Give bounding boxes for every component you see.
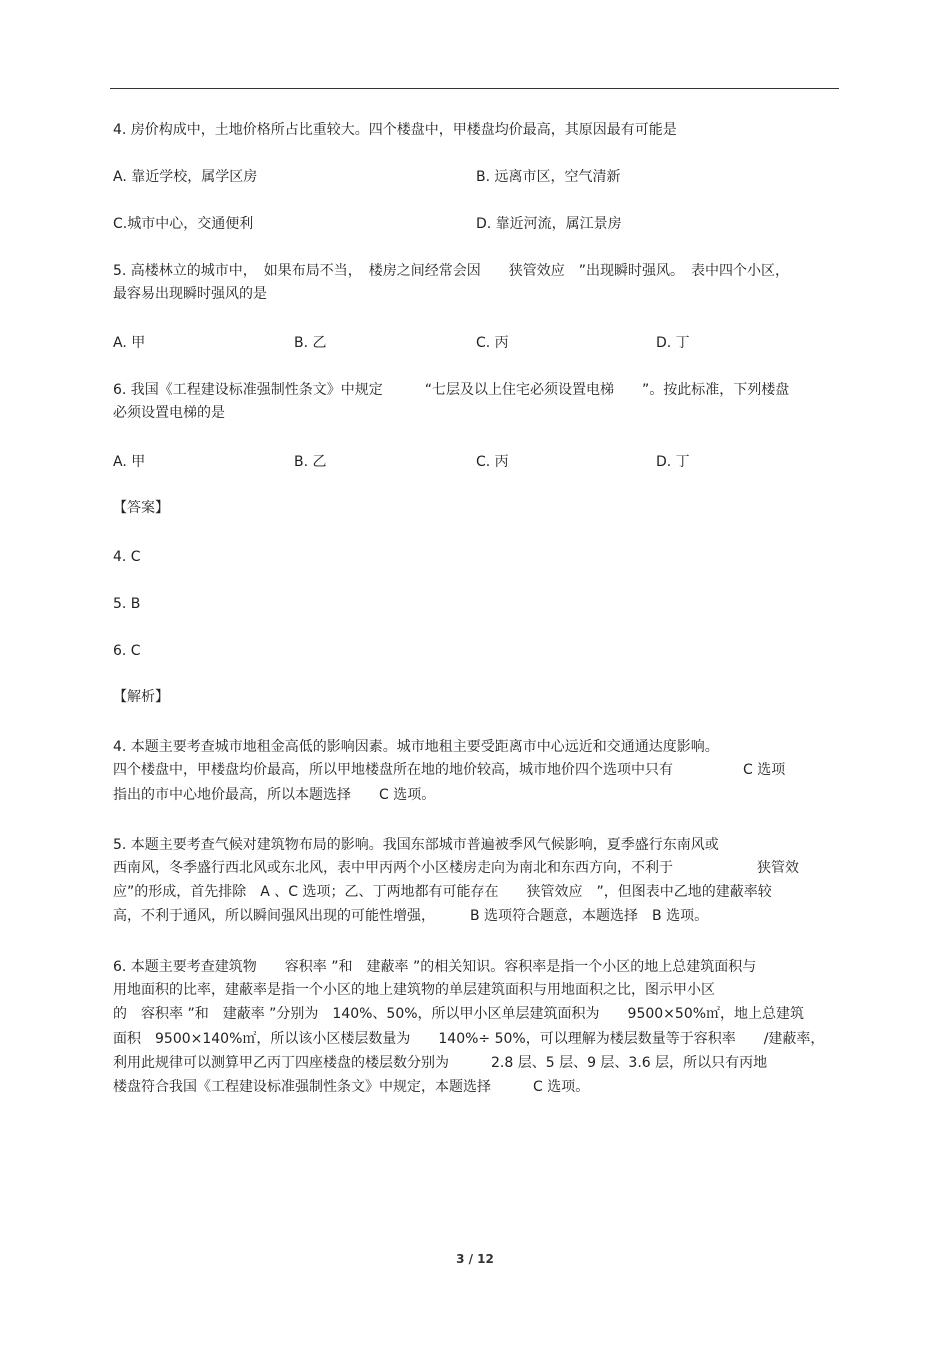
q5-option-d: D. 丁: [656, 335, 690, 351]
q4-stem: 4. 房价构成中，土地价格所占比重较大。四个楼盘中，甲楼盘均价最高，其原因最有可能是: [113, 122, 677, 138]
analysis-p4-line1: 4. 本题主要考查城市地租金高低的影响因素。城市地租主要受距离市中心远近和交通通达度影响。: [113, 739, 719, 755]
q5-stem-line1: 5. 高楼林立的城市中， 如果布局不当， 楼房之间经常会因 狭管效应 ”出现瞬时强风。 表中四个小区，: [113, 263, 790, 279]
answer-item-5: 5. B: [113, 596, 141, 612]
q5-option-a: A. 甲: [113, 335, 146, 351]
answer-item-4: 4. C: [113, 549, 141, 565]
answer-heading: 【答案】: [113, 500, 169, 516]
analysis-p6-line6: 楼盘符合我国《工程建设标准强制性条文》中规定，本题选择 C 选项。: [113, 1079, 590, 1095]
q4-option-c: C.城市中心，交通便利: [113, 216, 254, 232]
q4-option-b: B. 远离市区，空气清新: [476, 169, 621, 185]
analysis-p6-line4: 面积 9500×140%㎡，所以该小区楼层数量为 140%÷ 50%，可以理解为楼层数量等于容积率 /建蔽率，: [113, 1031, 825, 1047]
analysis-p6-line2: 用地面积的比率，建蔽率是指一个小区的地上建筑物的单层建筑面积与用地面积之比，图示甲小区: [113, 982, 715, 998]
q4-option-d: D. 靠近河流，属江景房: [476, 216, 622, 232]
header-rule: [110, 88, 839, 89]
analysis-p5-line2: 西南风，冬季盛行西北风或东北风，表中甲丙两个小区楼房走向为南北和东西方向，不利于 狭管效: [113, 860, 799, 876]
answer-item-6: 6. C: [113, 643, 141, 659]
analysis-heading: 【解析】: [113, 689, 169, 705]
analysis-p5-line4: 高，不利于通风，所以瞬间强风出现的可能性增强， B 选项符合题意，本题选择 B 选项。: [113, 908, 709, 924]
analysis-p4-line2: 四个楼盘中，甲楼盘均价最高，所以甲地楼盘所在地的地价较高，城市地价四个选项中只有 C 选项: [113, 762, 786, 778]
q6-stem-line1: 6. 我国《工程建设标准强制性条文》中规定 “七层及以上住宅必须设置电梯 ”。按此标准，下列楼盘: [113, 382, 790, 398]
q6-option-c: C. 丙: [476, 454, 509, 470]
q4-option-a: A. 靠近学校，属学区房: [113, 169, 258, 185]
analysis-p6-line3: 的 容积率 ”和 建蔽率 ”分别为 140%、50%，所以甲小区单层建筑面积为 9500×50%㎡，地上总建筑: [113, 1006, 805, 1022]
q5-option-b: B. 乙: [294, 335, 327, 351]
q6-option-b: B. 乙: [294, 454, 327, 470]
page-number: 3 / 12: [456, 1252, 494, 1266]
analysis-p5-line3: 应”的形成，首先排除 A 、C 选项；乙、丁两地都有可能存在 狭管效应 ”，但图表中乙地的建蔽率较: [113, 884, 772, 900]
analysis-p6-line1: 6. 本题主要考查建筑物 容积率 ”和 建蔽率 ”的相关知识。容积率是指一个小区的地上总建筑面积与: [113, 959, 757, 975]
analysis-p4-line3: 指出的市中心地价最高，所以本题选择 C 选项。: [113, 787, 436, 803]
analysis-p5-line1: 5. 本题主要考查气候对建筑物布局的影响。我国东部城市普遍被季风气候影响，夏季盛行东南风或: [113, 837, 719, 853]
q5-option-c: C. 丙: [476, 335, 509, 351]
analysis-p6-line5: 利用此规律可以测算甲乙丙丁四座楼盘的楼层数分别为 2.8 层、5 层、9 层、3.6 层，所以只有丙地: [113, 1055, 768, 1071]
q6-stem-line2: 必须设置电梯的是: [113, 405, 225, 421]
q5-stem-line2: 最容易出现瞬时强风的是: [113, 286, 267, 302]
q6-option-d: D. 丁: [656, 454, 690, 470]
q6-option-a: A. 甲: [113, 454, 146, 470]
